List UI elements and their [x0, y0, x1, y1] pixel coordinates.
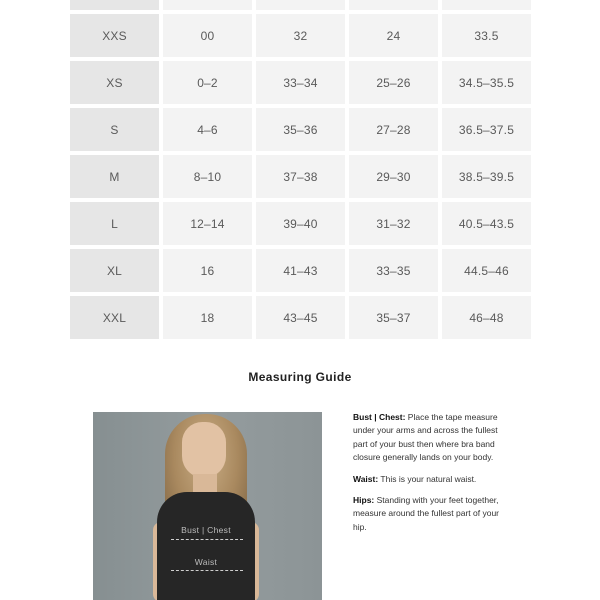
table-cell: 16	[163, 249, 252, 292]
table-cell	[256, 0, 345, 10]
guide-term: Waist:	[353, 473, 379, 484]
table-cell	[349, 0, 438, 10]
guide-item-bust	[353, 411, 513, 465]
guide-term: Bust | Chest:	[353, 412, 406, 422]
table-cell: 40.5–43.5	[442, 202, 531, 245]
size-label-cell: XL	[70, 249, 159, 292]
bust-measure-line	[171, 539, 243, 540]
size-label-cell: XS	[70, 61, 159, 104]
table-cell: 38.5–39.5	[442, 155, 531, 198]
guide-description: Standing with your feet together, measure around the fullest part of your hip.	[353, 495, 499, 532]
table-cell	[163, 0, 252, 10]
table-cell: 8–10	[163, 155, 252, 198]
guide-description: This is your natural waist.	[378, 473, 477, 484]
bust-label: Bust | Chest	[181, 525, 231, 535]
table-cell: 32	[256, 14, 345, 57]
table-cell: 41–43	[256, 249, 345, 292]
table-cell: 34.5–35.5	[442, 61, 531, 104]
guide-description: Place the tape measure under your arms and across the fullest part of your bust then where bra band closure generally lands on your body.	[353, 412, 498, 463]
table-cell: 25–26	[349, 61, 438, 104]
table-cell: 0–2	[163, 61, 252, 104]
measuring-guide-title: Measuring Guide	[248, 370, 352, 384]
guide-item-hips	[353, 494, 513, 534]
table-cell: 44.5–46	[442, 249, 531, 292]
table-cell: 46–48	[442, 296, 531, 339]
size-label-cell: L	[70, 202, 159, 245]
table-cell: 33–35	[349, 249, 438, 292]
model-photo	[93, 412, 322, 600]
guide-term: Hips:	[353, 495, 375, 506]
size-label-cell: XXS	[70, 14, 159, 57]
guide-item-waist	[353, 473, 513, 486]
table-cell: 35–36	[256, 108, 345, 151]
size-label-cell: S	[70, 108, 159, 151]
measuring-guide-text	[353, 411, 513, 542]
table-cell: 43–45	[256, 296, 345, 339]
table-cell: 29–30	[349, 155, 438, 198]
table-cell: 33.5	[442, 14, 531, 57]
size-label-cell: XXL	[70, 296, 159, 339]
model-face	[182, 422, 226, 478]
table-cell: 00	[163, 14, 252, 57]
table-cell: 35–37	[349, 296, 438, 339]
size-label-cell: M	[70, 155, 159, 198]
table-cell: 12–14	[163, 202, 252, 245]
table-cell: 31–32	[349, 202, 438, 245]
table-cell: 18	[163, 296, 252, 339]
table-cell	[442, 0, 531, 10]
table-cell: 24	[349, 14, 438, 57]
table-cell: 27–28	[349, 108, 438, 151]
table-cell: 37–38	[256, 155, 345, 198]
size-chart-table	[70, 0, 531, 339]
model-shirt	[157, 492, 255, 600]
waist-measure-line	[171, 570, 243, 571]
table-cell: 33–34	[256, 61, 345, 104]
table-cell: 4–6	[163, 108, 252, 151]
table-cell: 39–40	[256, 202, 345, 245]
table-cell: 36.5–37.5	[442, 108, 531, 151]
table-cell	[70, 0, 159, 10]
waist-label: Waist	[194, 557, 218, 567]
